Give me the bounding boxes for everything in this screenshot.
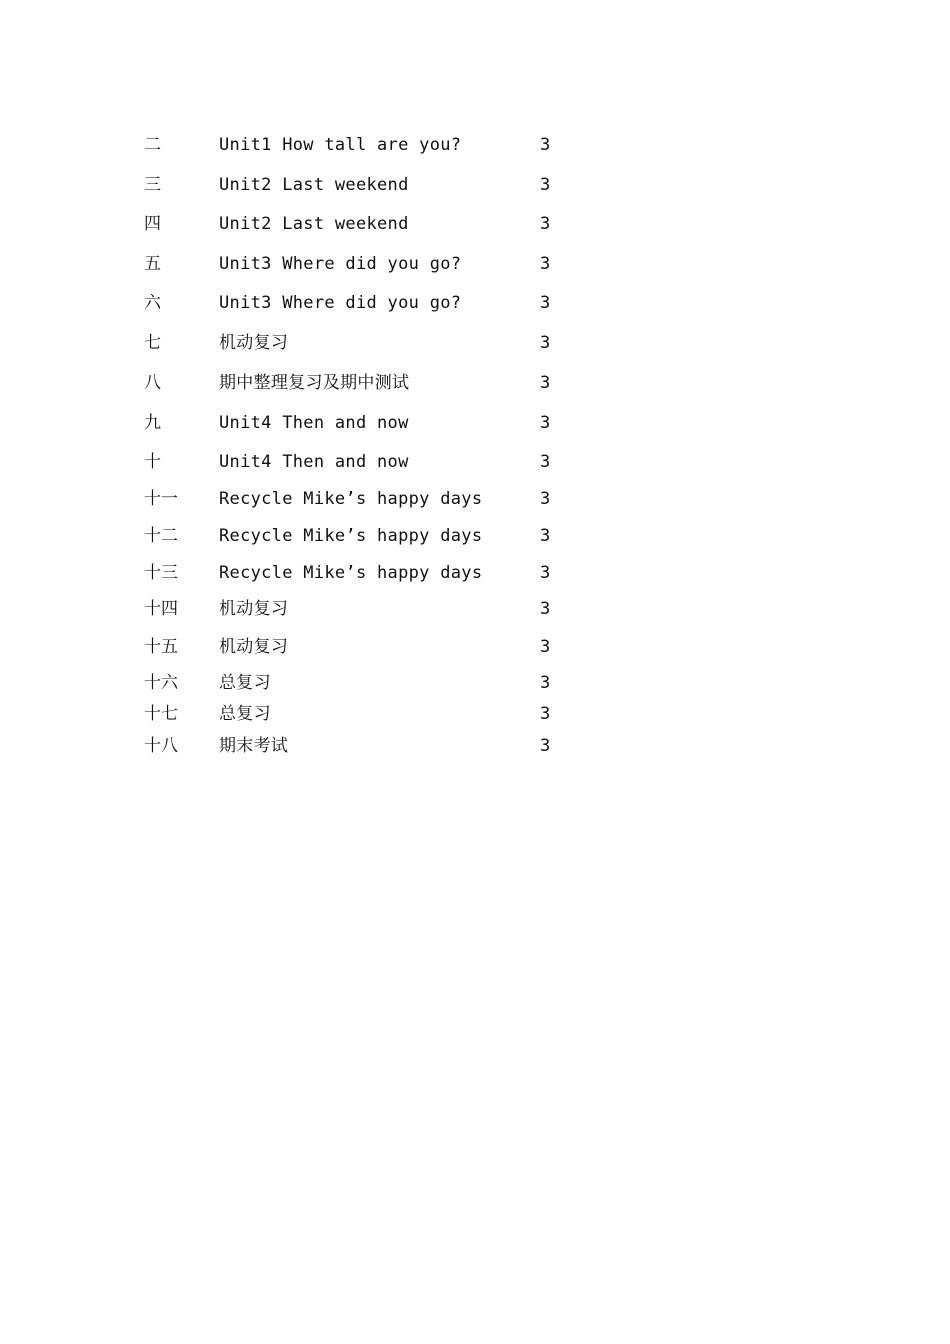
schedule-row [0,632,950,662]
schedule-row [0,288,950,318]
lesson-hours: 3 [540,373,551,393]
schedule-row [0,130,950,160]
week-number: 三 [144,175,161,195]
lesson-hours: 3 [540,736,551,756]
lesson-content: Unit3 Where did you go? [219,293,462,313]
schedule-row [0,408,950,438]
lesson-content: Unit3 Where did you go? [219,254,462,274]
lesson-content: 机动复习 [219,333,289,353]
week-number: 六 [144,293,161,313]
schedule-row [0,731,950,761]
lesson-content: 总复习 [219,673,271,693]
lesson-hours: 3 [540,637,551,657]
lesson-content: Recycle Mike’s happy days [219,526,483,546]
lesson-hours: 3 [540,333,551,353]
schedule-row [0,699,950,729]
lesson-hours: 3 [540,214,551,234]
lesson-content: Recycle Mike’s happy days [219,489,483,509]
week-number: 十四 [144,599,178,619]
week-number: 十 [144,452,161,472]
lesson-content: Unit4 Then and now [219,413,409,433]
lesson-hours: 3 [540,254,551,274]
week-number: 十二 [144,526,178,546]
week-number: 二 [144,135,161,155]
lesson-hours: 3 [540,563,551,583]
schedule-row [0,594,950,624]
week-number: 十五 [144,637,178,657]
schedule-row [0,170,950,200]
lesson-hours: 3 [540,452,551,472]
week-number: 四 [144,214,161,234]
lesson-content: 期末考试 [219,736,289,756]
lesson-content: 总复习 [219,704,271,724]
week-number: 十八 [144,736,178,756]
lesson-hours: 3 [540,135,551,155]
lesson-hours: 3 [540,413,551,433]
schedule-row [0,328,950,358]
lesson-content: Unit2 Last weekend [219,214,409,234]
lesson-content: 机动复习 [219,599,289,619]
lesson-content: Unit2 Last weekend [219,175,409,195]
lesson-hours: 3 [540,489,551,509]
lesson-hours: 3 [540,673,551,693]
week-number: 九 [144,413,161,433]
lesson-hours: 3 [540,175,551,195]
schedule-row [0,249,950,279]
lesson-content: Unit4 Then and now [219,452,409,472]
lesson-hours: 3 [540,599,551,619]
lesson-hours: 3 [540,293,551,313]
schedule-row [0,558,950,588]
lesson-hours: 3 [540,526,551,546]
lesson-content: Recycle Mike’s happy days [219,563,483,583]
schedule-row [0,368,950,398]
schedule-row [0,484,950,514]
lesson-content: Unit1 How tall are you? [219,135,462,155]
lesson-content: 机动复习 [219,637,289,657]
week-number: 十一 [144,489,178,509]
week-number: 十七 [144,704,178,724]
week-number: 五 [144,254,161,274]
week-number: 八 [144,373,161,393]
week-number: 七 [144,333,161,353]
schedule-row [0,668,950,698]
week-number: 十六 [144,673,178,693]
schedule-row [0,209,950,239]
week-number: 十三 [144,563,178,583]
schedule-row [0,521,950,551]
lesson-hours: 3 [540,704,551,724]
lesson-content: 期中整理复习及期中测试 [219,373,410,393]
schedule-row [0,447,950,477]
